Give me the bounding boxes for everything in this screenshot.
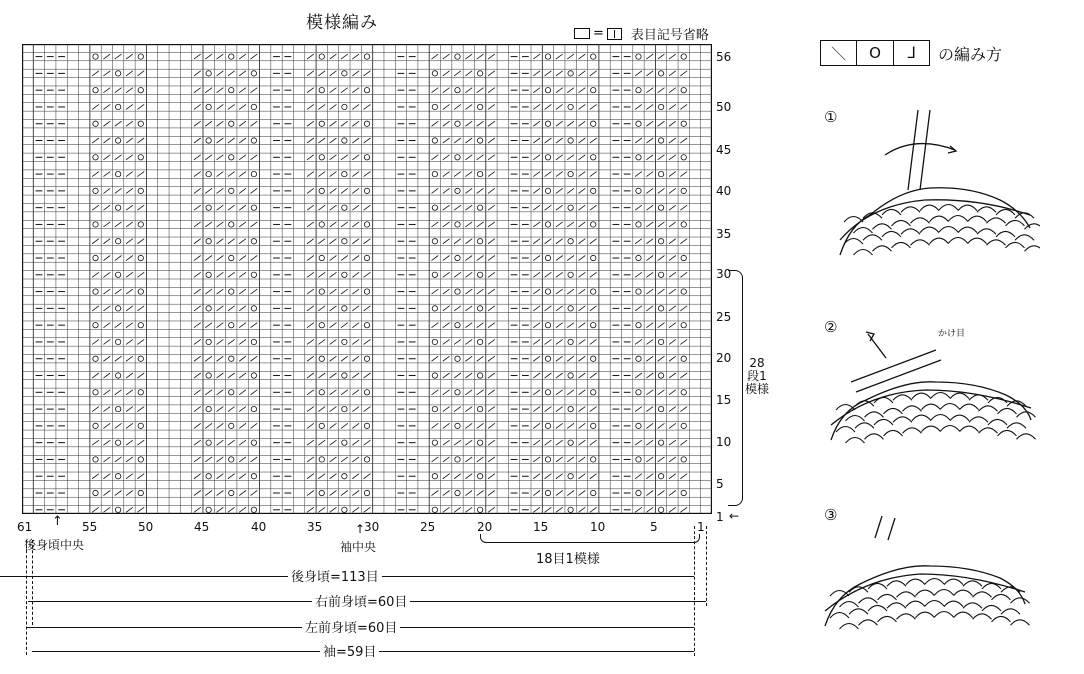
up-arrow-icon: ↑ (355, 522, 366, 536)
stitch-loop (968, 238, 987, 244)
width-label-right-front: 右前身頃=60目 (312, 591, 410, 610)
stitch-loop (901, 229, 920, 235)
stitch-loop (836, 405, 855, 411)
stitch-loop (882, 209, 901, 215)
column-label: 30 (364, 520, 380, 534)
stitch-loop (958, 205, 977, 211)
dim-guide-line (694, 526, 695, 656)
stitch-loop (920, 205, 939, 211)
stitch-repeat-label: 18目1模様 (536, 552, 600, 567)
width-label-sleeve: 袖=59目 (320, 641, 379, 660)
column-label: 25 (420, 520, 436, 534)
stitch-loop (1006, 220, 1025, 226)
stitch-loop (893, 395, 912, 401)
stitch-loop (874, 397, 893, 403)
sleeve-center-label: 袖中央 (340, 540, 377, 554)
stitch-loop (977, 229, 996, 235)
needle-icon (920, 110, 930, 190)
column-label: 20 (477, 520, 493, 534)
stitch-loop (969, 417, 988, 423)
step-number: ① (824, 108, 838, 126)
row-label: 45 (716, 143, 732, 157)
direction-arrow-icon: ← (729, 509, 740, 523)
stitch-loop (884, 408, 903, 414)
back-center-label: 後身頃中央 (24, 538, 85, 552)
row-label: 56 (716, 50, 732, 64)
stitch-loop (1017, 434, 1036, 440)
stitch-loop (1007, 423, 1026, 429)
stitch-loop (863, 235, 882, 241)
stitch-loop (1011, 620, 1030, 626)
row-label: 15 (716, 393, 732, 407)
step-number: ② (824, 318, 838, 336)
width-label-left-front: 左前身頃=60目 (302, 617, 400, 636)
stitch-loop (963, 603, 982, 609)
stitch-loop (878, 616, 897, 622)
stitch-loop (992, 594, 1011, 600)
stitch-loop (944, 579, 963, 585)
stitch-loop (931, 393, 950, 399)
stitch-loop (954, 590, 973, 596)
needle-icon (908, 110, 918, 190)
yarn-over-note: かけ目 (938, 329, 966, 339)
stitch-loop (1015, 235, 1034, 241)
stitch-loop (958, 227, 977, 233)
stitch-loop (977, 207, 996, 213)
stitch-loop (998, 430, 1017, 436)
how-to-title: の編み方 (938, 44, 1003, 64)
stitch-loop (1017, 412, 1036, 418)
stitch-loop (916, 612, 935, 618)
stitch-loop (893, 417, 912, 423)
stitch-loop (949, 238, 968, 244)
stitch-loop (855, 423, 874, 429)
stitch-loop (849, 609, 868, 615)
row-label: 20 (716, 351, 732, 365)
stitch-loop (949, 216, 968, 222)
row-label: 35 (716, 227, 732, 241)
stitch-loop (892, 242, 911, 248)
width-label-back: 後身頃=113目 (288, 566, 382, 585)
stitch-loop (950, 393, 969, 399)
stitch-loop (925, 601, 944, 607)
column-label: 45 (194, 520, 210, 534)
stitch-loop (982, 605, 1001, 611)
chart-grid (22, 44, 712, 514)
stitch-loop (830, 613, 849, 619)
stitch-loop (859, 620, 878, 626)
stitch-loop (906, 579, 925, 585)
needle-path-arrow (868, 334, 886, 358)
step-3-illustration (820, 516, 1030, 646)
stitch-loop (878, 594, 897, 600)
step-number: ③ (824, 506, 838, 524)
how-to-header (820, 40, 1002, 66)
stitch-loop (920, 227, 939, 233)
row-repeat-label: 28段1模様 (744, 356, 769, 396)
column-label: 15 (533, 520, 549, 534)
stitch-loop (941, 426, 960, 432)
yarn-over-symbol: O (857, 41, 893, 65)
stitch-loop (944, 601, 963, 607)
stitch-loop (887, 603, 906, 609)
blank-cell-symbol (574, 28, 590, 39)
stitch-loop (992, 616, 1011, 622)
stitch-loop (859, 598, 878, 604)
stitch-loop (1025, 224, 1041, 230)
column-label: 50 (138, 520, 154, 534)
stitch-symbol-box (820, 40, 930, 66)
needle-icon (875, 516, 882, 538)
stitch-loop (968, 216, 987, 222)
column-label: 40 (251, 520, 267, 534)
row-repeat-bracket (728, 270, 743, 506)
stitch-loop (865, 434, 884, 440)
stitch-loop (911, 218, 930, 224)
stitch-loop (922, 426, 941, 432)
stitch-loop (996, 209, 1015, 215)
stitch-loop (1001, 609, 1020, 615)
stitch-loop (830, 591, 849, 597)
stitch-loop (1006, 242, 1025, 248)
row-label: 1 (716, 510, 724, 524)
step-2-illustration (826, 320, 1036, 460)
stitch-loop (950, 415, 969, 421)
stitch-loop (846, 438, 865, 444)
chart-title: 模様編み (306, 13, 378, 33)
step-1-illustration (830, 110, 1040, 270)
stitch-loop (846, 416, 865, 422)
stitch-loop (987, 240, 1006, 246)
stitch-loop (903, 428, 922, 434)
column-label: 10 (590, 520, 606, 534)
stitch-loop (996, 231, 1015, 237)
stitch-loop (987, 218, 1006, 224)
column-label: 1 (697, 520, 705, 534)
row-label: 10 (716, 435, 732, 449)
stitch-loop (963, 581, 982, 587)
knitting-chart (22, 44, 712, 514)
stitch-loop (935, 612, 954, 618)
stitch-loop (903, 406, 922, 412)
stitch-loop (868, 605, 887, 611)
stitch-loop (931, 415, 950, 421)
stitch-loop (882, 231, 901, 237)
stitch-loop (912, 415, 931, 421)
legend-note (574, 24, 709, 43)
stitch-loop (897, 614, 916, 620)
stitch-loop (1011, 598, 1030, 604)
stitch-loop (979, 428, 998, 434)
up-arrow-icon: ↑ (52, 514, 63, 529)
stitch-loop (960, 426, 979, 432)
knit-stitch-symbol (607, 28, 622, 40)
stitch-loop (897, 592, 916, 598)
stitch-loop (998, 408, 1017, 414)
stitch-loop (854, 228, 873, 234)
stitch-loop (922, 404, 941, 410)
row-label: 30 (716, 267, 732, 281)
column-label: 35 (307, 520, 323, 534)
stitch-loop (840, 602, 859, 608)
stitch-loop (865, 412, 884, 418)
needle-path-arrow (885, 144, 955, 155)
row-label: 25 (716, 310, 732, 324)
column-label: 61 (17, 520, 33, 534)
stitch-loop (960, 404, 979, 410)
stitch-loop (884, 430, 903, 436)
stitch-loop (887, 581, 906, 587)
stitch-loop (873, 246, 892, 252)
stitch-loop (925, 579, 944, 585)
stitch-loop (854, 250, 873, 256)
stitch-loop (973, 614, 992, 620)
stitch-loop (930, 238, 949, 244)
stitch-loop (901, 207, 920, 213)
legend-equals: = (593, 26, 604, 41)
stitch-loop (954, 612, 973, 618)
row-label: 40 (716, 184, 732, 198)
dim-guide-line (32, 540, 33, 625)
stitch-loop (939, 205, 958, 211)
stitch-repeat-bracket (480, 534, 700, 543)
column-label: 5 (650, 520, 658, 534)
row-label: 5 (716, 477, 724, 491)
dim-guide-line (26, 540, 27, 655)
stitch-loop (979, 406, 998, 412)
needle-icon (888, 518, 895, 540)
stitch-loop (874, 419, 893, 425)
stitch-loop (873, 224, 892, 230)
dim-guide-line (706, 526, 707, 606)
stitch-loop (906, 601, 925, 607)
pass-over-symbol: ᒧ (906, 44, 916, 62)
column-label: 55 (82, 520, 98, 534)
legend-text: 表目記号省略 (630, 28, 709, 43)
stitch-loop (935, 590, 954, 596)
stitch-loop (836, 427, 855, 433)
stitch-loop (988, 419, 1007, 425)
stitch-loop (911, 240, 930, 246)
decrease-symbol: ＼ (821, 41, 857, 65)
stitch-loop (1025, 246, 1041, 252)
stitch-loop (930, 216, 949, 222)
stitch-loop (912, 393, 931, 399)
stitch-loop (941, 404, 960, 410)
stitch-loop (973, 592, 992, 598)
stitch-loop (916, 590, 935, 596)
row-label: 50 (716, 100, 732, 114)
stitch-loop (840, 624, 859, 630)
stitch-loop (939, 227, 958, 233)
stitch-loop (892, 220, 911, 226)
